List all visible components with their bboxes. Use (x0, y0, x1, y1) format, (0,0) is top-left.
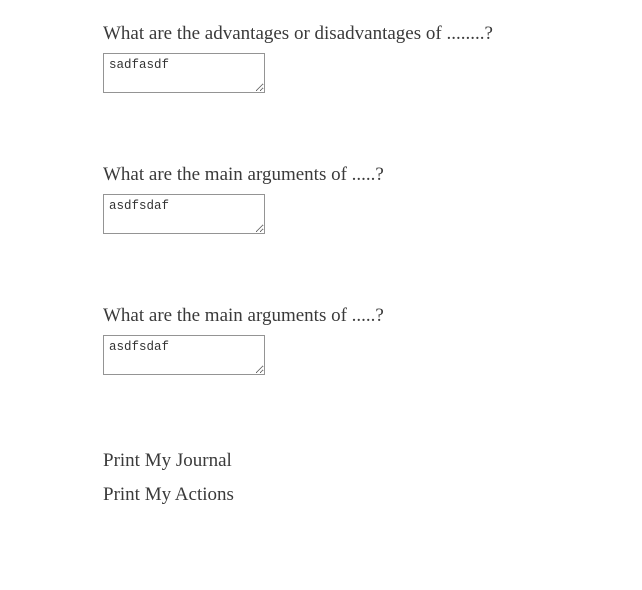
question-label-3: What are the main arguments of .....? (103, 305, 384, 326)
question-block-2 (103, 163, 384, 234)
print-links (103, 444, 234, 512)
question-block-3 (103, 304, 384, 375)
answer-input-1[interactable] (103, 53, 265, 93)
print-my-actions-link[interactable]: Print My Actions (103, 484, 234, 505)
question-block-1 (103, 22, 493, 93)
answer-input-2[interactable] (103, 194, 265, 234)
answer-input-3[interactable] (103, 335, 265, 375)
question-label-1: What are the advantages or disadvantages of ........? (103, 23, 493, 44)
question-label-2: What are the main arguments of .....? (103, 164, 384, 185)
print-my-journal-link[interactable]: Print My Journal (103, 450, 232, 471)
